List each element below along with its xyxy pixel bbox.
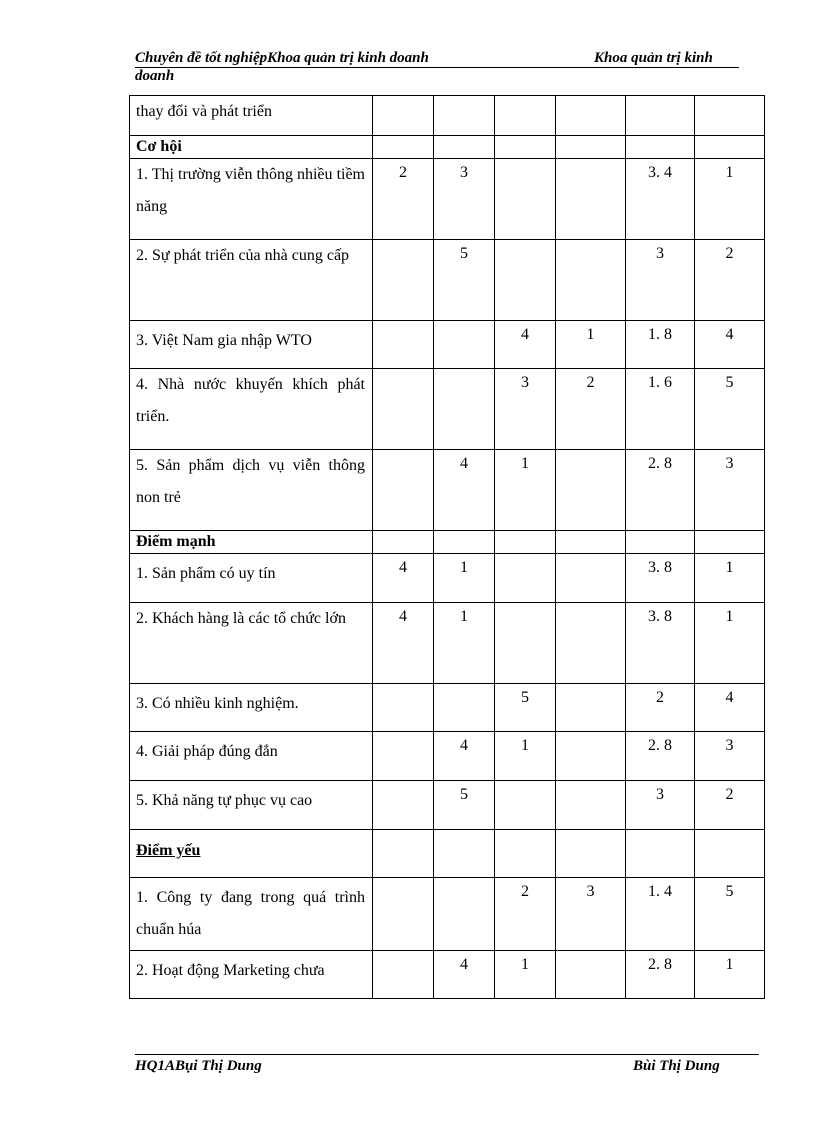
cell-value: 2 (556, 369, 626, 450)
section-heading-diem-yeu (130, 830, 373, 878)
cell-value: 1 (434, 603, 495, 684)
row-label: 5. Sản phẩm dịch vụ viễn thông non trẻ (130, 450, 373, 531)
cell-value: 2 (626, 684, 695, 732)
row-label: 3. Việt Nam gia nhập WTO (130, 321, 373, 369)
cell-value: 3 (434, 159, 495, 240)
header-rule (135, 67, 739, 68)
cell-value (373, 450, 434, 531)
cell-value (556, 240, 626, 321)
table-row (130, 878, 765, 951)
cell-value (556, 96, 626, 136)
section-row (130, 136, 765, 159)
table-row (130, 554, 765, 603)
cell-value (556, 781, 626, 830)
cell-value: 2. 8 (626, 732, 695, 781)
cell-value: 1 (495, 450, 556, 531)
cell-value (556, 159, 626, 240)
cell-value: 2. 8 (626, 951, 695, 999)
header-wrap-text: doanh (135, 68, 175, 84)
cell-value (695, 96, 765, 136)
cell-value: 2 (373, 159, 434, 240)
cell-value (434, 369, 495, 450)
cell-value: 1 (695, 159, 765, 240)
cell-value (556, 450, 626, 531)
cell-value: 2. 8 (626, 450, 695, 531)
cell-value: 1 (695, 554, 765, 603)
cell-value: 3 (626, 240, 695, 321)
row-label: 2. Hoạt động Marketing chưa (130, 951, 373, 999)
cell-value: 3 (695, 732, 765, 781)
cell-value: 4 (695, 684, 765, 732)
cell-value: 4 (495, 321, 556, 369)
cell-value (373, 96, 434, 136)
cell-value (626, 96, 695, 136)
cell-value (373, 732, 434, 781)
cell-value: 3 (495, 369, 556, 450)
section-heading-text: Điểm yếu (136, 842, 201, 859)
row-label: 5. Khả năng tự phục vụ cao (130, 781, 373, 830)
cell-value: 1. 8 (626, 321, 695, 369)
row-label: 4. Giải pháp đúng đắn (130, 732, 373, 781)
row-label: 1. Công ty đang trong quá trình chuẩn húa (130, 878, 373, 951)
cell-value: 1. 4 (626, 878, 695, 951)
cell-value: 1 (495, 951, 556, 999)
cell-value (434, 96, 495, 136)
cell-value (373, 321, 434, 369)
footer-right-text: Bùi Thị Dung (633, 1058, 720, 1074)
row-label: thay đổi và phát triển (130, 96, 373, 136)
cell-value: 3. 8 (626, 554, 695, 603)
cell-value (556, 603, 626, 684)
cell-value (434, 321, 495, 369)
section-heading-co-hoi: Cơ hội (130, 136, 373, 159)
row-label: 1. Thị trường viễn thông nhiều tiềm năng (130, 159, 373, 240)
cell-value (373, 369, 434, 450)
cell-value: 1 (695, 951, 765, 999)
row-label: 4. Nhà nước khuyến khích phát triển. (130, 369, 373, 450)
footer-left-text: HQ1ABụi Thị Dung (135, 1058, 262, 1074)
cell-value: 4 (373, 554, 434, 603)
cell-value (373, 781, 434, 830)
cell-value: 4 (695, 321, 765, 369)
cell-value (373, 684, 434, 732)
table-row (130, 450, 765, 531)
table-row (130, 684, 765, 732)
row-label: 2. Khách hàng là các tổ chức lớn (130, 603, 373, 684)
cell-value: 1. 6 (626, 369, 695, 450)
cell-value: 1 (556, 321, 626, 369)
section-row (130, 531, 765, 554)
section-row (130, 830, 765, 878)
evaluation-table (129, 95, 765, 999)
cell-value: 4 (434, 732, 495, 781)
cell-value (373, 240, 434, 321)
section-heading-diem-manh: Điểm mạnh (130, 531, 373, 554)
row-label: 1. Sản phẩm có uy tín (130, 554, 373, 603)
cell-value (434, 684, 495, 732)
table-row (130, 96, 765, 136)
cell-value (373, 951, 434, 999)
cell-value: 3. 8 (626, 603, 695, 684)
cell-value (556, 951, 626, 999)
header-right-text: Khoa quản trị kinh (594, 50, 713, 66)
cell-value: 5 (695, 369, 765, 450)
cell-value: 5 (495, 684, 556, 732)
cell-value: 4 (434, 951, 495, 999)
cell-value: 5 (434, 781, 495, 830)
cell-value: 3. 4 (626, 159, 695, 240)
cell-value (495, 554, 556, 603)
header-left-text: Chuyên đề tốt nghiệpKhoa quản trị kinh doanh (135, 50, 429, 66)
cell-value: 2 (695, 240, 765, 321)
table-row (130, 781, 765, 830)
cell-value (373, 878, 434, 951)
table-row (130, 321, 765, 369)
row-label: 2. Sự phát triển của nhà cung cấp (130, 240, 373, 321)
cell-value (434, 878, 495, 951)
cell-value: 2 (495, 878, 556, 951)
cell-value: 1 (695, 603, 765, 684)
cell-value: 4 (434, 450, 495, 531)
table-row (130, 369, 765, 450)
table-row (130, 603, 765, 684)
cell-value: 5 (695, 878, 765, 951)
row-label: 3. Có nhiều kinh nghiệm. (130, 684, 373, 732)
cell-value (495, 240, 556, 321)
cell-value (495, 603, 556, 684)
cell-value: 3 (626, 781, 695, 830)
cell-value (556, 732, 626, 781)
table-row (130, 159, 765, 240)
table-row (130, 732, 765, 781)
cell-value: 5 (434, 240, 495, 321)
table-row (130, 951, 765, 999)
cell-value (556, 684, 626, 732)
cell-value: 3 (695, 450, 765, 531)
cell-value: 4 (373, 603, 434, 684)
cell-value (556, 554, 626, 603)
cell-value: 1 (495, 732, 556, 781)
cell-value (495, 159, 556, 240)
cell-value: 1 (434, 554, 495, 603)
table-row (130, 240, 765, 321)
footer-rule (135, 1054, 759, 1055)
cell-value (495, 96, 556, 136)
cell-value: 3 (556, 878, 626, 951)
cell-value (495, 781, 556, 830)
cell-value: 2 (695, 781, 765, 830)
